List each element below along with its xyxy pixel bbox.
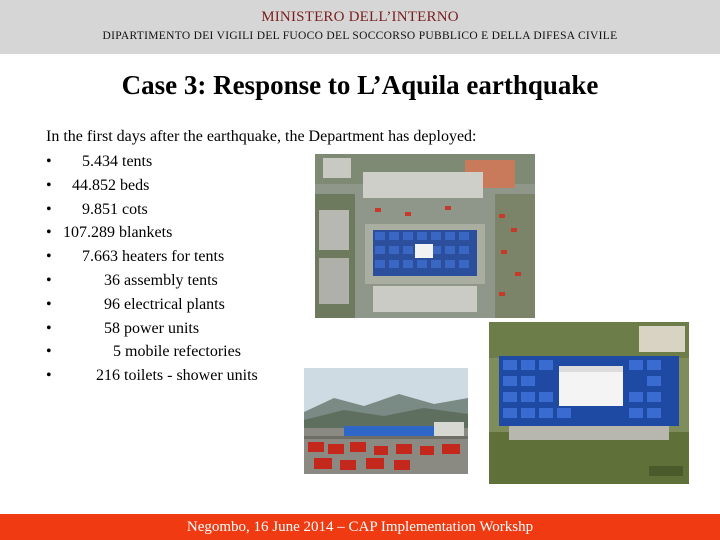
slide-footer: [0, 514, 720, 540]
bullet: •: [46, 295, 52, 313]
list-item-text: 58 power units: [104, 319, 200, 337]
bullet: •: [46, 224, 52, 242]
vehicle-camp-photo: [304, 368, 468, 474]
list-item-text: 9.851 cots: [82, 200, 148, 218]
list-item-text: 44.852 beds: [72, 176, 150, 194]
bullet: •: [46, 271, 52, 289]
slide-header: [0, 0, 720, 54]
ministry-name: MINISTERO DELL’INTERNO: [261, 9, 459, 25]
footer-text: Negombo, 16 June 2014 – CAP Implementation Workshp: [186, 519, 534, 535]
bullet: •: [46, 367, 52, 385]
bullet: •: [46, 176, 52, 194]
list-item-text: 5 mobile refectories: [113, 343, 241, 361]
list-item-text: 5.434 tents: [82, 153, 153, 170]
tent-field-photo: [489, 322, 689, 484]
bullet: •: [46, 343, 52, 361]
aerial-camp-illustration: [315, 154, 535, 318]
list-item-text: 96 electrical plants: [104, 295, 225, 313]
tent-field-illustration: [489, 322, 689, 484]
bullet: •: [46, 319, 52, 337]
bullet: •: [46, 153, 52, 170]
vehicle-camp-illustration: [304, 368, 468, 474]
intro-text: In the first days after the earthquake, the Department has deployed:: [46, 128, 477, 145]
bullet: •: [46, 248, 52, 266]
aerial-camp-photo: [315, 154, 535, 318]
list-item-text: 7.663 heaters for tents: [82, 248, 225, 266]
list-item-text: 36 assembly tents: [104, 271, 218, 289]
bullet: •: [46, 200, 52, 218]
list-item-text: 216 toilets - shower units: [96, 367, 258, 385]
department-name: DIPARTIMENTO DEI VIGILI DEL FUOCO DEL SOCCORSO PUBBLICO E DELLA DIFESA CIVILE: [102, 30, 618, 42]
list-item-text: 107.289 blankets: [63, 224, 173, 242]
slide-title: Case 3: Response to L’Aquila earthquake: [121, 70, 599, 100]
